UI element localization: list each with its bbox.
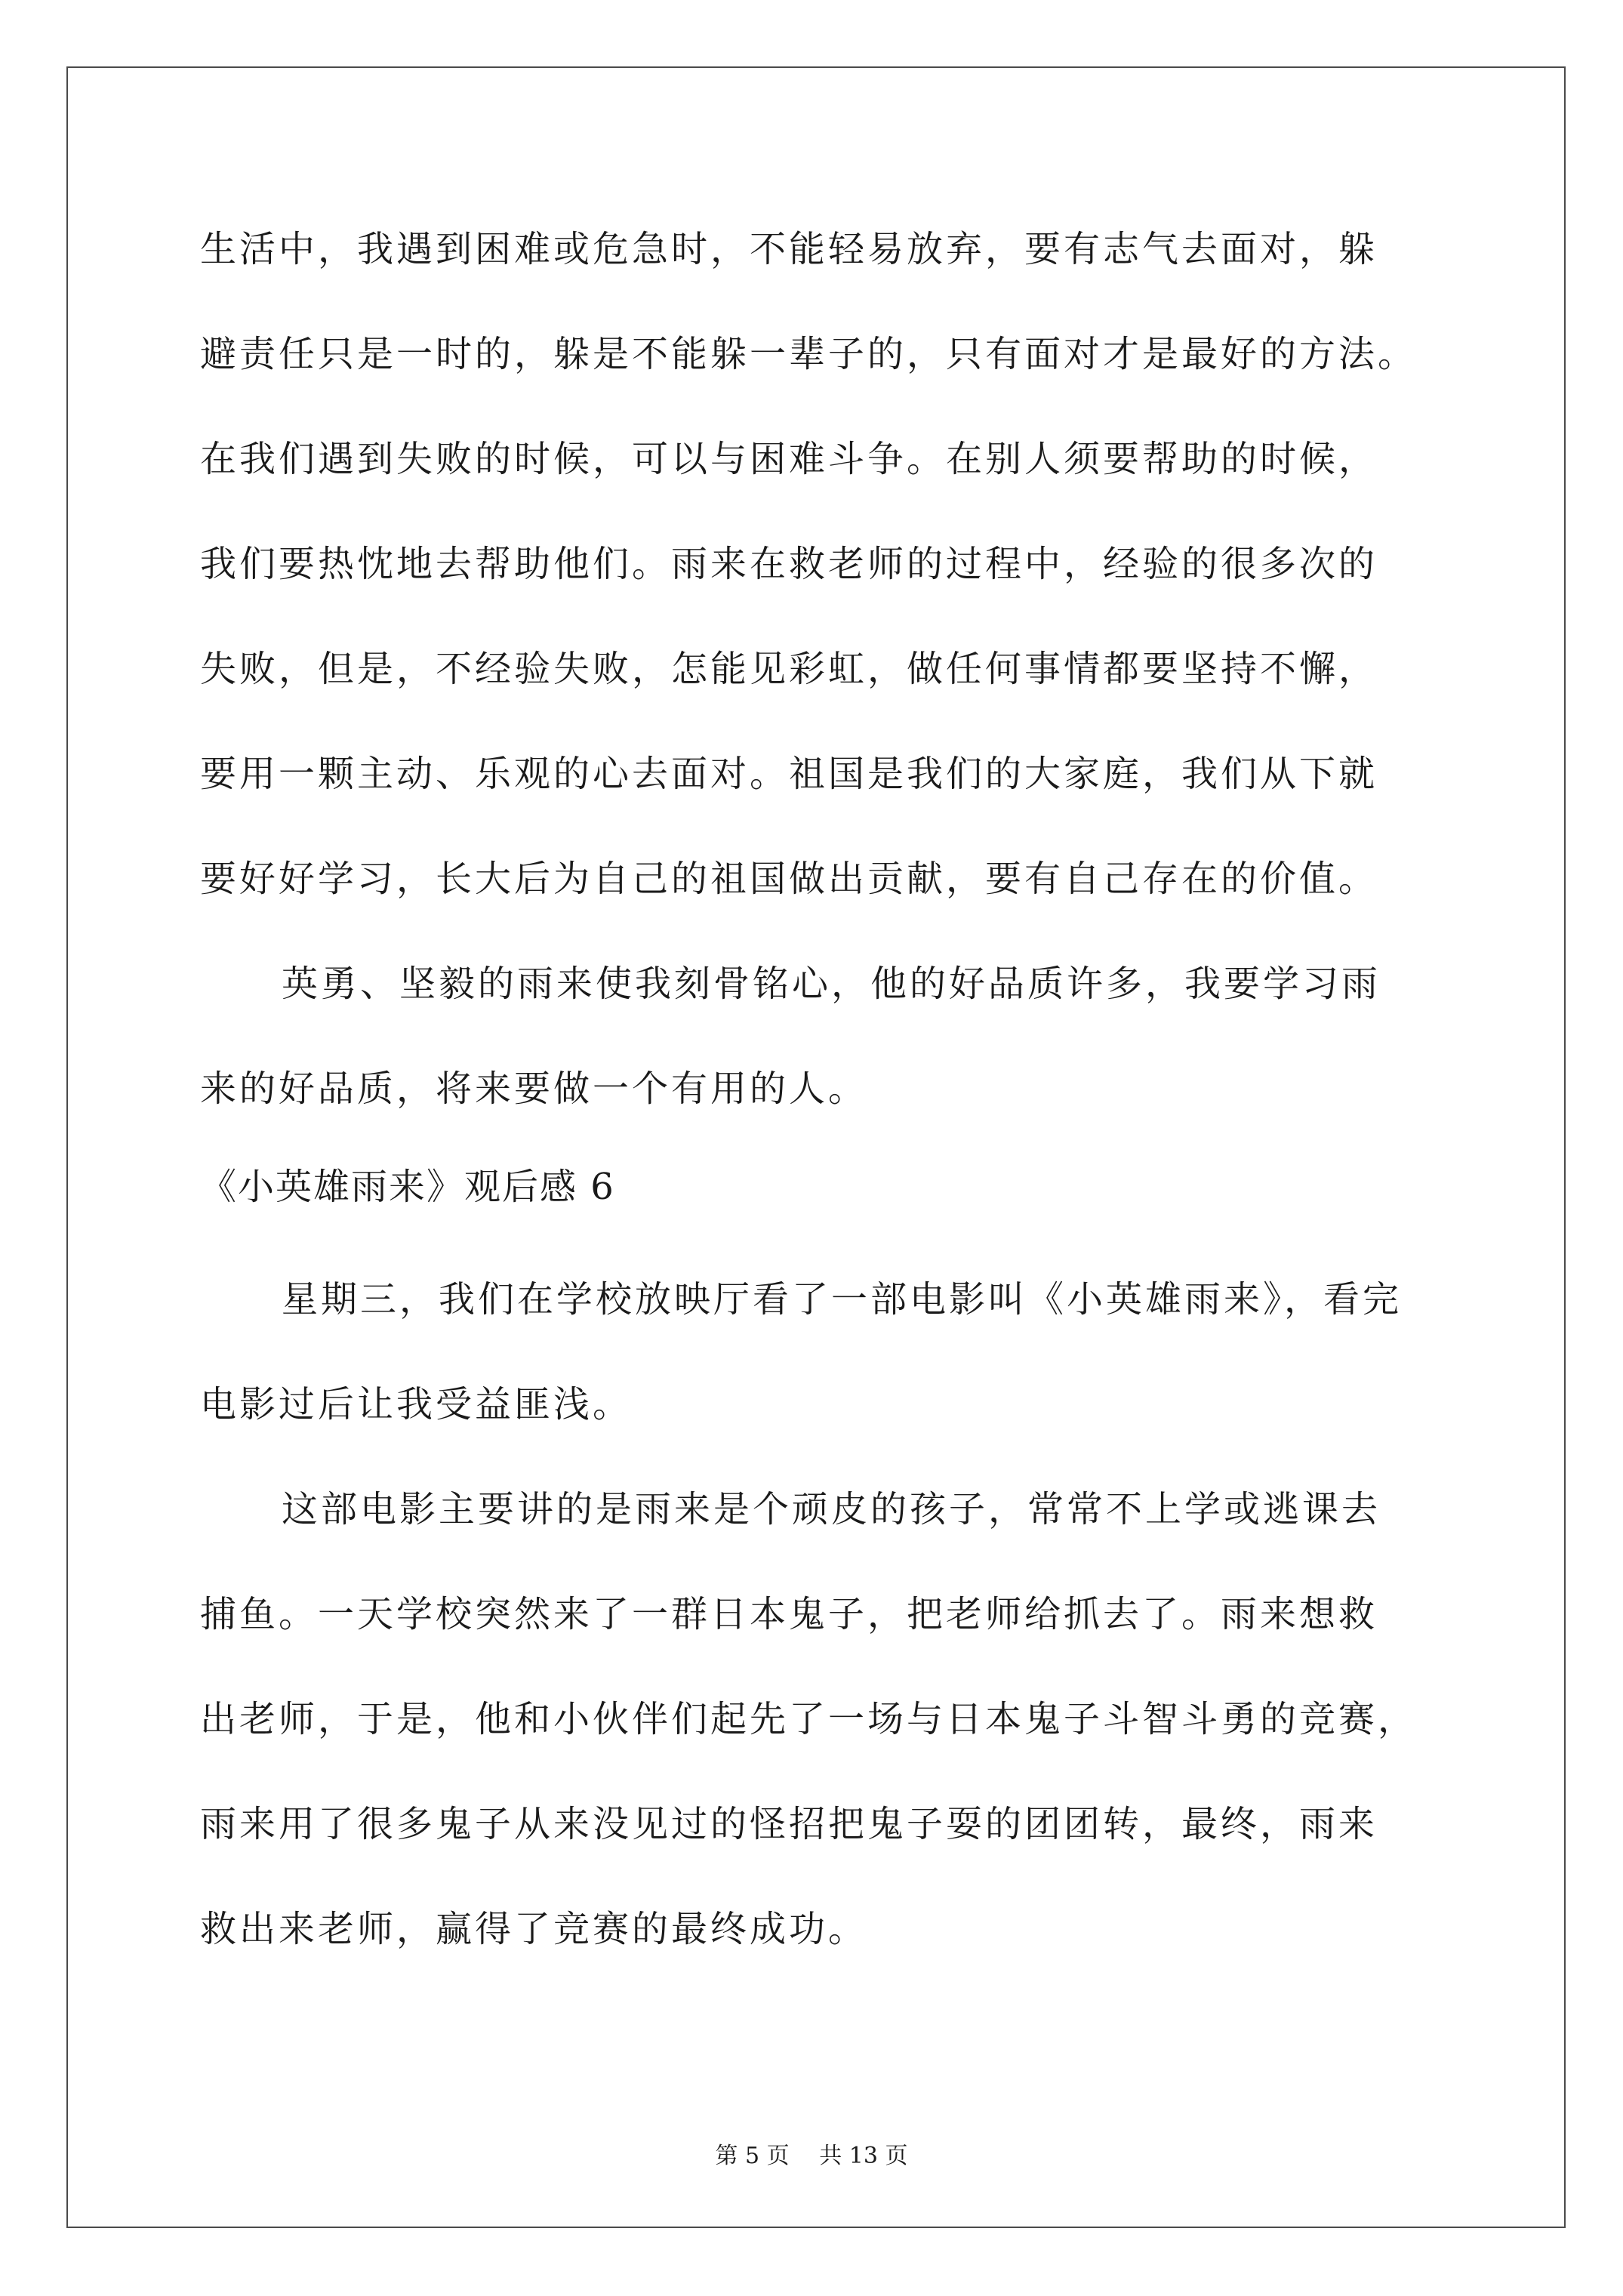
paragraph-first-line: 星期三，我们在学校放映厅看了一部电影叫《小英雄雨来》，看完	[282, 1278, 1403, 1321]
text-line: 失败，但是，不经验失败，怎能见彩虹，做任何事情都要坚持不懈，	[200, 648, 1378, 690]
page-number: 第 5 页 共 13 页	[715, 2143, 908, 2169]
text-line: 来的好品质，将来要做一个有用的人。	[200, 1068, 868, 1110]
paragraph-first-line: 这部电影主要讲的是雨来是个顽皮的孩子，常常不上学或逃课去	[282, 1488, 1381, 1530]
text-line: 救出来老师，赢得了竞赛的最终成功。	[200, 1908, 868, 1950]
page-border	[66, 66, 1566, 2228]
text-line: 避责任只是一时的，躲是不能躲一辈子的，只有面对才是最好的方法。	[200, 333, 1418, 375]
section-heading: 《小英雄雨来》观后感 6	[200, 1166, 615, 1208]
text-line: 生活中，我遇到困难或危急时，不能轻易放弃，要有志气去面对，躲	[200, 228, 1378, 270]
text-line: 雨来用了很多鬼子从来没见过的怪招把鬼子耍的团团转，最终，雨来	[200, 1803, 1378, 1845]
text-line: 电影过后让我受益匪浅。	[200, 1383, 633, 1425]
text-line: 出老师，于是，他和小伙伴们起先了一场与日本鬼子斗智斗勇的竞赛，	[200, 1698, 1418, 1740]
paragraph-first-line: 英勇、坚毅的雨来使我刻骨铭心，他的好品质许多，我要学习雨	[282, 963, 1381, 1005]
text-line: 在我们遇到失败的时候，可以与困难斗争。在别人须要帮助的时候，	[200, 438, 1378, 480]
text-line: 要好好学习，长大后为自己的祖国做出贡献，要有自己存在的价值。	[200, 858, 1378, 900]
text-line: 捕鱼。一天学校突然来了一群日本鬼子，把老师给抓去了。雨来想救	[200, 1593, 1378, 1635]
text-line: 要用一颗主动、乐观的心去面对。祖国是我们的大家庭，我们从下就	[200, 753, 1378, 795]
text-line: 我们要热忱地去帮助他们。雨来在救老师的过程中，经验的很多次的	[200, 543, 1378, 585]
